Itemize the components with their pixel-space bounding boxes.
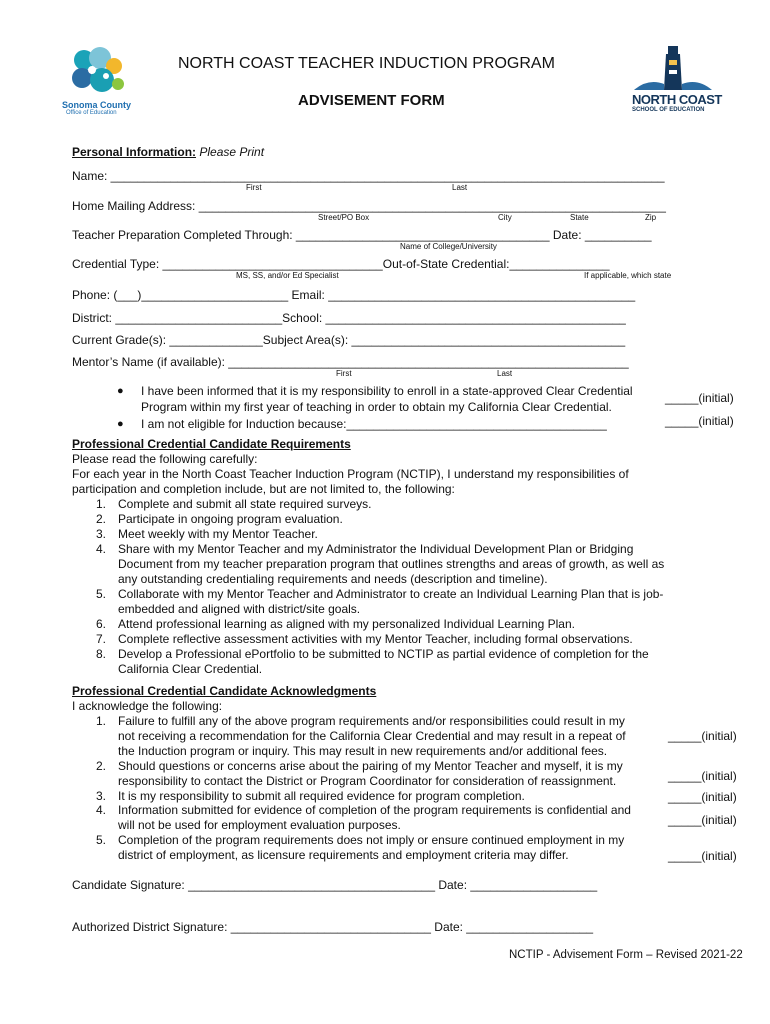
ack-item: will not be used for employment evaluation purposes.: [118, 818, 401, 832]
req-num: 3.: [96, 527, 107, 541]
req-item: Develop a Professional ePortfolio to be submitted to NCTIP as partial evidence of completion for the: [118, 647, 649, 661]
page-title: NORTH COAST TEACHER INDUCTION PROGRAM: [178, 55, 555, 72]
acknowledgments-intro: I acknowledge the following:: [72, 699, 223, 713]
ack-initial-1[interactable]: _____(initial): [668, 729, 737, 743]
district-signature-field[interactable]: Authorized District Signature: ______________________________ Date: ___________________: [72, 920, 594, 934]
addr-street-caption: Street/PO Box: [318, 213, 370, 222]
req-item: embedded and aligned with district/site goals.: [118, 602, 361, 616]
ack-item: It is my responsibility to submit all required evidence for program completion.: [118, 789, 525, 803]
bullet-dot: ●: [117, 418, 124, 430]
acknowledgments-heading: Professional Credential Candidate Acknowledgments: [72, 684, 377, 698]
name-field[interactable]: Name: ___________________________________________________________________________________: [72, 169, 665, 183]
req-num: 6.: [96, 617, 107, 631]
footer-revision: NCTIP - Advisement Form – Revised 2021-22: [509, 949, 743, 961]
requirements-intro1: Please read the following carefully:: [72, 452, 258, 466]
bullet-2-initial[interactable]: _____(initial): [665, 414, 734, 428]
cred-caption-left: MS, SS, and/or Ed Specialist: [236, 271, 339, 280]
addr-zip-caption: Zip: [645, 213, 657, 222]
req-num: 1.: [96, 497, 107, 511]
please-print-note: Please Print: [199, 145, 265, 159]
req-num: 2.: [96, 512, 107, 526]
bullet-2-line1[interactable]: I am not eligible for Induction because:_______________________________________: [141, 417, 607, 431]
bullet-dot: ●: [117, 385, 124, 397]
ack-num: 5.: [96, 833, 107, 847]
requirements-heading: Professional Credential Candidate Requirements: [72, 437, 351, 451]
ack-item: Should questions or concerns arise about the pairing of my Mentor Teacher and myself, it is my: [118, 759, 623, 773]
ack-initial-5[interactable]: _____(initial): [668, 849, 737, 863]
address-field[interactable]: Home Mailing Address: ______________________________________________________________________: [72, 199, 666, 213]
req-num: 8.: [96, 647, 107, 661]
ack-item: Information submitted for evidence of completion of the program requirements is confidential and: [118, 803, 631, 817]
personal-info-label: Personal Information:: [72, 145, 197, 159]
ack-num: 1.: [96, 714, 107, 728]
ack-item: the Induction program or inquiry. This may result in new requirements and/or additional fees.: [118, 744, 608, 758]
ack-num: 2.: [96, 759, 107, 773]
sonoma-logo-line1: Sonoma County: [62, 100, 131, 110]
grades-subjects-field[interactable]: Current Grade(s): ______________Subject Area(s): _________________________________________: [72, 333, 626, 347]
prep-field[interactable]: Teacher Preparation Completed Through: ______________________________________ Date: __________: [72, 228, 652, 242]
ack-item: not receiving a recommendation for the California Clear Credential and may result in a repeat of: [118, 729, 626, 743]
name-first-caption: First: [246, 183, 262, 192]
credential-field[interactable]: Credential Type: _________________________________Out-of-State Credential:_______________: [72, 257, 610, 271]
sonoma-logo-icon: [62, 46, 134, 98]
ack-initial-2[interactable]: _____(initial): [668, 769, 737, 783]
ack-item: Completion of the program requirements does not imply or ensure continued employment in my: [118, 833, 625, 847]
addr-state-caption: State: [570, 213, 589, 222]
phone-email-field[interactable]: Phone: (___)______________________ Email: ______________________________________________: [72, 288, 636, 302]
req-num: 5.: [96, 587, 107, 601]
name-last-caption: Last: [452, 183, 468, 192]
ack-item: district of employment, as licensure requirements and employment criteria may differ.: [118, 848, 569, 862]
ack-item: Failure to fulfill any of the above program requirements and/or responsibilities could result in my: [118, 714, 625, 728]
page-subtitle: ADVISEMENT FORM: [298, 92, 445, 109]
sonoma-county-logo: [62, 46, 134, 118]
prep-caption: Name of College/University: [400, 242, 497, 251]
req-item: Complete reflective assessment activities with my Mentor Teacher, including formal observations.: [118, 632, 633, 646]
req-item: Meet weekly with my Mentor Teacher.: [118, 527, 318, 541]
north-coast-logo-line2: SCHOOL OF EDUCATION: [632, 107, 705, 113]
candidate-signature-field[interactable]: Candidate Signature: _____________________________________ Date: ___________________: [72, 878, 598, 892]
personal-info-heading: [72, 145, 264, 159]
bullet-1-line2: Program within my first year of teaching in order to obtain my California Clear Credential.: [141, 400, 612, 414]
req-item: Share with my Mentor Teacher and my Administrator the Individual Development Plan or Bridging: [118, 542, 634, 556]
requirements-intro3: participation and completion include, but are not limited to, the following:: [72, 482, 455, 496]
req-item: Participate in ongoing program evaluation.: [118, 512, 343, 526]
mentor-field[interactable]: Mentor’s Name (if available): ____________________________________________________________: [72, 355, 629, 369]
cred-caption-right: If applicable, which state: [584, 271, 672, 280]
ack-initial-4[interactable]: _____(initial): [668, 813, 737, 827]
ack-item: responsibility to contact the District or Program Coordinator for consideration of reassignment.: [118, 774, 617, 788]
bullet-1-line1: I have been informed that it is my responsibility to enroll in a state-approved Clear Credential: [141, 384, 633, 398]
mentor-first-caption: First: [336, 369, 352, 378]
req-item: Document from my teacher preparation program that outlines strengths and areas of growth, as well as: [118, 557, 665, 571]
bullet-1-initial[interactable]: _____(initial): [665, 391, 734, 405]
lighthouse-icon: [628, 44, 718, 92]
district-school-field[interactable]: District: _________________________School: _____________________________________________: [72, 311, 626, 325]
ack-num: 3.: [96, 789, 107, 803]
req-item: any outstanding credentialing requirements and needs (description and timeline).: [118, 572, 548, 586]
north-coast-logo: [628, 44, 722, 118]
req-item: California Clear Credential.: [118, 662, 263, 676]
req-item: Collaborate with my Mentor Teacher and Administrator to create an Individual Learning Plan that is job-: [118, 587, 664, 601]
sonoma-logo-line2: Office of Education: [66, 110, 117, 116]
req-num: 7.: [96, 632, 107, 646]
req-item: Attend professional learning as aligned with my personalized Individual Learning Plan.: [118, 617, 575, 631]
ack-num: 4.: [96, 803, 107, 817]
req-num: 4.: [96, 542, 107, 556]
mentor-last-caption: Last: [497, 369, 513, 378]
ack-initial-3[interactable]: _____(initial): [668, 790, 737, 804]
north-coast-logo-line1: NORTH COAST: [632, 92, 722, 107]
addr-city-caption: City: [498, 213, 512, 222]
req-item: Complete and submit all state required surveys.: [118, 497, 372, 511]
requirements-intro2: For each year in the North Coast Teacher Induction Program (NCTIP), I understand my responsibilities of: [72, 467, 629, 481]
